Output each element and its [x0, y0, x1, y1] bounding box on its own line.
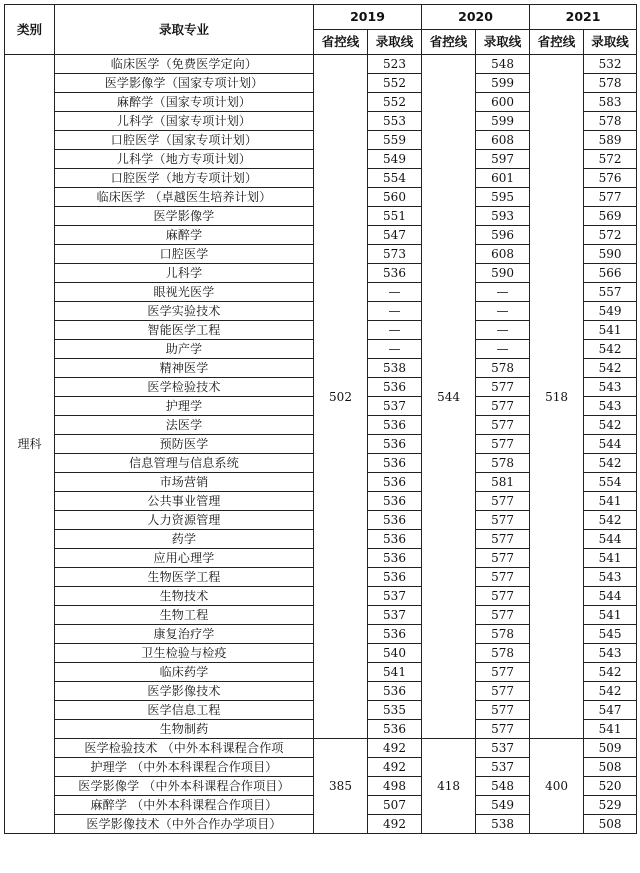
admit-score-2020: 578 — [476, 454, 530, 473]
admit-score-2020: 577 — [476, 701, 530, 720]
admit-score-2020: 577 — [476, 663, 530, 682]
admit-score-2020: 577 — [476, 720, 530, 739]
admit-score-2020: 599 — [476, 74, 530, 93]
admission-score-table — [4, 4, 637, 834]
admit-score-2021: 508 — [584, 815, 637, 834]
major-name: 医学检验技术 — [55, 378, 314, 397]
admit-score-2020: 577 — [476, 682, 530, 701]
admit-score-2019: 538 — [368, 359, 422, 378]
admit-score-2019: 537 — [368, 606, 422, 625]
header-major: 录取专业 — [55, 5, 314, 55]
major-name: 护理学 （中外本科课程合作项目） — [55, 758, 314, 777]
admit-score-2020: 608 — [476, 131, 530, 150]
province-line-2020: 418 — [422, 739, 476, 834]
admit-score-2019: 551 — [368, 207, 422, 226]
admit-score-2019: 536 — [368, 682, 422, 701]
admit-score-2021: 542 — [584, 682, 637, 701]
admit-score-2019: 573 — [368, 245, 422, 264]
major-name: 医学影像技术（中外合作办学项目） — [55, 815, 314, 834]
major-name: 法医学 — [55, 416, 314, 435]
admit-score-2019: 507 — [368, 796, 422, 815]
admit-score-2021: 532 — [584, 55, 637, 74]
province-line-2019: 502 — [314, 55, 368, 739]
admit-score-2020: 577 — [476, 435, 530, 454]
province-line-2020: 544 — [422, 55, 476, 739]
admit-score-2021: 576 — [584, 169, 637, 188]
admit-score-2020: — — [476, 302, 530, 321]
admit-score-2020: 538 — [476, 815, 530, 834]
admit-score-2021: 529 — [584, 796, 637, 815]
major-name: 助产学 — [55, 340, 314, 359]
major-name: 口腔医学 — [55, 245, 314, 264]
province-line-2021: 518 — [530, 55, 584, 739]
admit-score-2020: 578 — [476, 644, 530, 663]
admit-score-2021: 541 — [584, 549, 637, 568]
admit-score-2019: 547 — [368, 226, 422, 245]
admit-score-2019: 536 — [368, 264, 422, 283]
header-province-line-2019: 省控线 — [314, 30, 368, 55]
admit-score-2019: 537 — [368, 587, 422, 606]
admit-score-2020: 581 — [476, 473, 530, 492]
admit-score-2021: 541 — [584, 321, 637, 340]
admit-score-2019: 536 — [368, 435, 422, 454]
major-name: 医学实验技术 — [55, 302, 314, 321]
admit-score-2019: 552 — [368, 74, 422, 93]
major-name: 临床医学 （卓越医生培养计划） — [55, 188, 314, 207]
admit-score-2021: 508 — [584, 758, 637, 777]
header-year-2020: 2020 — [422, 5, 530, 30]
major-name: 生物医学工程 — [55, 568, 314, 587]
admit-score-2020: 601 — [476, 169, 530, 188]
admit-score-2020: 597 — [476, 150, 530, 169]
header-category: 类别 — [5, 5, 55, 55]
admit-score-2019: 536 — [368, 549, 422, 568]
admit-score-2019: 540 — [368, 644, 422, 663]
admit-score-2019: — — [368, 302, 422, 321]
major-name: 护理学 — [55, 397, 314, 416]
header-admit-line-2019: 录取线 — [368, 30, 422, 55]
admit-score-2019: 536 — [368, 473, 422, 492]
admit-score-2019: 492 — [368, 815, 422, 834]
header-year-2019: 2019 — [314, 5, 422, 30]
major-name: 麻醉学（国家专项计划） — [55, 93, 314, 112]
admit-score-2021: 542 — [584, 454, 637, 473]
admit-score-2019: 537 — [368, 397, 422, 416]
admit-score-2020: 608 — [476, 245, 530, 264]
admit-score-2019: 553 — [368, 112, 422, 131]
admit-score-2019: 536 — [368, 492, 422, 511]
admit-score-2021: 542 — [584, 416, 637, 435]
major-name: 市场营销 — [55, 473, 314, 492]
admit-score-2020: 577 — [476, 587, 530, 606]
admit-score-2021: 541 — [584, 720, 637, 739]
major-name: 临床医学（免费医学定向） — [55, 55, 314, 74]
admit-score-2021: 544 — [584, 587, 637, 606]
admit-score-2020: 577 — [476, 511, 530, 530]
table-row — [5, 55, 637, 74]
major-name: 生物工程 — [55, 606, 314, 625]
province-line-2019: 385 — [314, 739, 368, 834]
major-name: 儿科学 — [55, 264, 314, 283]
admit-score-2021: 541 — [584, 606, 637, 625]
admit-score-2021: 542 — [584, 663, 637, 682]
admit-score-2020: 549 — [476, 796, 530, 815]
admit-score-2019: 498 — [368, 777, 422, 796]
admit-score-2021: 543 — [584, 644, 637, 663]
admit-score-2019: — — [368, 340, 422, 359]
major-name: 医学影像学（国家专项计划） — [55, 74, 314, 93]
admit-score-2019: 554 — [368, 169, 422, 188]
table-body — [5, 55, 637, 834]
admit-score-2021: 572 — [584, 226, 637, 245]
admit-score-2020: — — [476, 283, 530, 302]
admit-score-2021: 541 — [584, 492, 637, 511]
major-name: 临床药学 — [55, 663, 314, 682]
admit-score-2021: 544 — [584, 435, 637, 454]
admit-score-2021: 578 — [584, 112, 637, 131]
major-name: 眼视光医学 — [55, 283, 314, 302]
admit-score-2020: 577 — [476, 492, 530, 511]
major-name: 卫生检验与检疫 — [55, 644, 314, 663]
admit-score-2020: 578 — [476, 359, 530, 378]
admit-score-2019: 536 — [368, 530, 422, 549]
major-name: 生物制药 — [55, 720, 314, 739]
admit-score-2021: 545 — [584, 625, 637, 644]
admit-score-2019: 536 — [368, 416, 422, 435]
admit-score-2020: 596 — [476, 226, 530, 245]
admit-score-2021: 569 — [584, 207, 637, 226]
header-province-line-2020: 省控线 — [422, 30, 476, 55]
header-province-line-2021: 省控线 — [530, 30, 584, 55]
major-name: 智能医学工程 — [55, 321, 314, 340]
major-name: 口腔医学（地方专项计划） — [55, 169, 314, 188]
admit-score-2020: 595 — [476, 188, 530, 207]
admit-score-2020: 577 — [476, 416, 530, 435]
admit-score-2020: — — [476, 321, 530, 340]
major-name: 康复治疗学 — [55, 625, 314, 644]
admit-score-2021: 554 — [584, 473, 637, 492]
admit-score-2021: 566 — [584, 264, 637, 283]
major-name: 医学影像技术 — [55, 682, 314, 701]
admit-score-2019: 536 — [368, 625, 422, 644]
admit-score-2021: 589 — [584, 131, 637, 150]
admit-score-2019: — — [368, 283, 422, 302]
header-admit-line-2020: 录取线 — [476, 30, 530, 55]
admit-score-2020: 548 — [476, 777, 530, 796]
admit-score-2019: 536 — [368, 568, 422, 587]
admit-score-2021: 509 — [584, 739, 637, 758]
admit-score-2019: 541 — [368, 663, 422, 682]
major-name: 麻醉学 （中外本科课程合作项目） — [55, 796, 314, 815]
admit-score-2020: 577 — [476, 606, 530, 625]
major-name: 医学影像学 — [55, 207, 314, 226]
admit-score-2021: 578 — [584, 74, 637, 93]
admit-score-2021: 542 — [584, 511, 637, 530]
admit-score-2021: 590 — [584, 245, 637, 264]
major-name: 应用心理学 — [55, 549, 314, 568]
major-name: 信息管理与信息系统 — [55, 454, 314, 473]
header-year-2021: 2021 — [530, 5, 637, 30]
admit-score-2021: 544 — [584, 530, 637, 549]
admit-score-2020: — — [476, 340, 530, 359]
major-name: 儿科学（地方专项计划） — [55, 150, 314, 169]
major-name: 麻醉学 — [55, 226, 314, 245]
admit-score-2021: 542 — [584, 340, 637, 359]
admit-score-2019: — — [368, 321, 422, 340]
admit-score-2021: 543 — [584, 397, 637, 416]
admit-score-2020: 577 — [476, 378, 530, 397]
table-row — [5, 739, 637, 758]
admit-score-2020: 577 — [476, 549, 530, 568]
admit-score-2019: 535 — [368, 701, 422, 720]
admit-score-2019: 492 — [368, 758, 422, 777]
admit-score-2020: 577 — [476, 397, 530, 416]
admit-score-2019: 536 — [368, 511, 422, 530]
admit-score-2020: 590 — [476, 264, 530, 283]
admit-score-2020: 578 — [476, 625, 530, 644]
admit-score-2020: 537 — [476, 758, 530, 777]
admit-score-2020: 600 — [476, 93, 530, 112]
admit-score-2019: 492 — [368, 739, 422, 758]
major-name: 儿科学（国家专项计划） — [55, 112, 314, 131]
admit-score-2019: 536 — [368, 378, 422, 397]
admit-score-2020: 577 — [476, 530, 530, 549]
major-name: 预防医学 — [55, 435, 314, 454]
admit-score-2019: 523 — [368, 55, 422, 74]
major-name: 生物技术 — [55, 587, 314, 606]
admit-score-2021: 547 — [584, 701, 637, 720]
admit-score-2019: 552 — [368, 93, 422, 112]
major-name: 人力资源管理 — [55, 511, 314, 530]
admit-score-2021: 572 — [584, 150, 637, 169]
admit-score-2019: 549 — [368, 150, 422, 169]
admit-score-2021: 543 — [584, 568, 637, 587]
header-admit-line-2021: 录取线 — [584, 30, 637, 55]
admit-score-2021: 543 — [584, 378, 637, 397]
admit-score-2021: 577 — [584, 188, 637, 207]
major-name: 公共事业管理 — [55, 492, 314, 511]
admit-score-2019: 536 — [368, 454, 422, 473]
admit-score-2019: 559 — [368, 131, 422, 150]
admit-score-2021: 542 — [584, 359, 637, 378]
major-name: 药学 — [55, 530, 314, 549]
major-name: 精神医学 — [55, 359, 314, 378]
major-name: 医学信息工程 — [55, 701, 314, 720]
admit-score-2021: 583 — [584, 93, 637, 112]
admit-score-2020: 548 — [476, 55, 530, 74]
admit-score-2021: 549 — [584, 302, 637, 321]
admit-score-2019: 560 — [368, 188, 422, 207]
admit-score-2020: 593 — [476, 207, 530, 226]
admit-score-2020: 599 — [476, 112, 530, 131]
admit-score-2021: 520 — [584, 777, 637, 796]
major-name: 医学检验技术 （中外本科课程合作项 — [55, 739, 314, 758]
admit-score-2021: 557 — [584, 283, 637, 302]
major-name: 口腔医学（国家专项计划） — [55, 131, 314, 150]
admit-score-2020: 537 — [476, 739, 530, 758]
major-name: 医学影像学 （中外本科课程合作项目） — [55, 777, 314, 796]
province-line-2021: 400 — [530, 739, 584, 834]
category-cell: 理科 — [5, 55, 55, 834]
admit-score-2019: 536 — [368, 720, 422, 739]
admit-score-2020: 577 — [476, 568, 530, 587]
